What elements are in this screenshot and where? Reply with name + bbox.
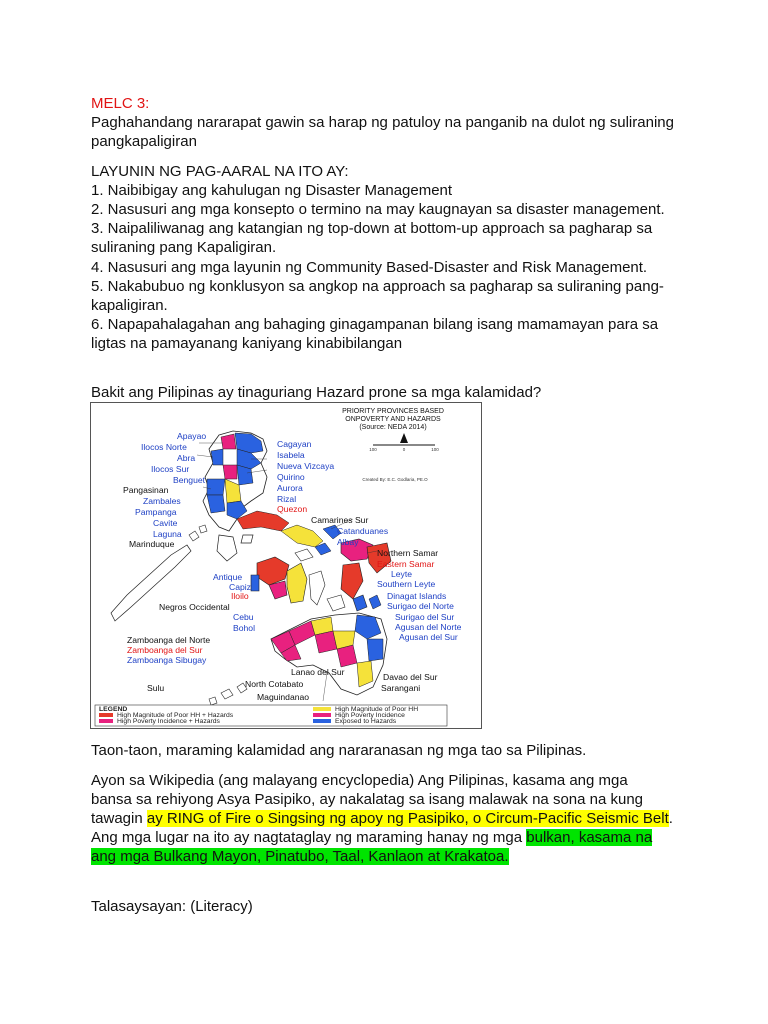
paragraph-2-line3 (91, 809, 691, 828)
objective-line: suliraning pang Kapaligiran. (91, 239, 277, 256)
label-southern-leyte: Southern Leyte (377, 579, 436, 589)
objective-line: 3. Naipaliliwanag ang katangian ng top-down at bottom-up approach sa pagharap sa (91, 220, 653, 237)
labels-luzon-east (277, 439, 334, 514)
legend-swatch (313, 707, 331, 711)
legend-item-1: High Magnitude of Poor HH + Hazards (117, 712, 234, 719)
paragraph-2-line2: bansa sa rehiyong Asya Pasipiko, ay nakalatag sa isang malawak na sona na kung (91, 791, 644, 808)
label-zambales: Zambales (143, 496, 181, 506)
legend-swatch (313, 719, 331, 723)
map-source: (Source: NEDA 2014) (359, 424, 427, 431)
label-pangasinan: Pangasinan (123, 485, 169, 495)
label-davao-del-sur: Davao del Sur (383, 672, 438, 682)
objective-line: 1. Naibibigay ang kahulugan ng Disaster Management (91, 182, 453, 199)
scale-mid: 0 (402, 447, 406, 452)
text-span: tawagin (91, 810, 147, 827)
label-ilocos-norte: Ilocos Norte (141, 442, 187, 452)
label-laguna: Laguna (153, 529, 182, 539)
north-arrow-icon (400, 433, 408, 443)
label-leyte: Leyte (391, 569, 413, 579)
label-cavite: Cavite (153, 518, 178, 528)
label-abra: Abra (177, 453, 196, 463)
legend-title: LEGEND (99, 706, 128, 713)
question-text: Bakit ang Pilipinas ay tinaguriang Hazard prone sa mga kalamidad? (91, 384, 542, 401)
label-aurora: Aurora (277, 483, 303, 493)
map-credit: Created By: E.C. Godlaria, PE.O (362, 477, 428, 482)
label-lanao-del-sur: Lanao del Sur (291, 667, 345, 677)
label-surigao-del-sur: Surigao del Sur (395, 612, 455, 622)
label-isabela: Isabela (277, 450, 305, 460)
ring-of-fire-highlight: ay RING of Fire o Singsing ng apoy ng Pasipiko, o Circum-Pacific Seismic Belt (146, 810, 669, 827)
label-zamboanga-sibugay: Zamboanga Sibugay (127, 655, 207, 665)
label-northern-samar: Northern Samar (377, 548, 439, 558)
label-negros-occidental: Negros Occidental (159, 602, 230, 612)
paragraph-1: Taon-taon, maraming kalamidad ang nararanasan ng mga tao sa Pilipinas. (91, 742, 587, 759)
scale-left: 100 (369, 447, 377, 452)
label-sulu: Sulu (147, 683, 165, 693)
map-title-line2: ONPOVERTY AND HAZARDS (345, 416, 441, 423)
melc-label: MELC 3: (91, 95, 150, 112)
label-cebu: Cebu (233, 612, 254, 622)
legend-item-3: High Magnitude of Poor HH (335, 706, 419, 713)
label-pampanga: Pampanga (135, 507, 177, 517)
label-apayao: Apayao (177, 431, 207, 441)
label-quirino: Quirino (277, 472, 305, 482)
label-maguindanao: Maguindanao (257, 692, 310, 702)
paragraph-2-line4 (91, 828, 691, 847)
label-dinagat-islands: Dinagat Islands (387, 591, 447, 601)
map-legend (95, 705, 447, 726)
label-surigao-del-norte: Surigao del Norte (387, 601, 454, 611)
label-antique: Antique (213, 572, 243, 582)
legend-swatch (313, 713, 331, 717)
label-sarangani: Sarangani (381, 683, 421, 693)
map-title-line1: PRIORITY PROVINCES BASED (342, 408, 444, 415)
compass-scale (362, 433, 439, 482)
label-marinduque: Marinduque (129, 539, 175, 549)
objective-line: 4. Nasusuri ang mga layunin ng Community Based-Disaster and Risk Management. (91, 259, 648, 276)
paragraph-2-line1: Ayon sa Wikipedia (ang malayang encyclopedia) Ang Pilipinas, kasama ang mga (91, 772, 628, 789)
paragraph-2-line5 (91, 847, 691, 866)
melc-text-line1: Paghahandang nararapat gawin sa harap ng patuloy na panganib na dulot ng suliraning (91, 114, 674, 131)
objective-line: ligtas na pamayanang kaniyang kinabibilangan (91, 335, 403, 352)
label-eastern-samar: Eastern Samar (377, 559, 435, 569)
labels-luzon-west (123, 431, 206, 549)
label-zamboanga-del-sur: Zamboanga del Sur (127, 645, 203, 655)
label-bohol: Bohol (233, 623, 255, 633)
scale-right: 100 (431, 447, 439, 452)
layunin-title: LAYUNIN NG PAG-AARAL NA ITO AY: (91, 163, 349, 180)
objective-line: 6. Napapahalagahan ang bahaging ginagampanan bilang isang mamamayan para sa (91, 316, 659, 333)
label-capiz: Capiz (229, 582, 251, 592)
labels-mindanao-east (387, 591, 462, 642)
legend-item-5: Exposed to Hazards (335, 718, 397, 725)
legend-swatch (99, 713, 113, 717)
label-zamboanga-del-norte: Zamboanga del Norte (127, 635, 211, 645)
label-agusan-del-norte: Agusan del Norte (395, 622, 462, 632)
legend-item-2: High Poverty Incidence + Hazards (117, 718, 220, 725)
objective-line: kapaligiran. (91, 297, 168, 314)
philippines-map (90, 402, 482, 729)
map-title (342, 408, 444, 431)
legend-swatch (99, 719, 113, 723)
volcano-highlight: ang mga Bulkang Mayon, Pinatubo, Taal, Kanlaon at Krakatoa. (91, 848, 509, 865)
map-graphic (91, 403, 481, 728)
text-span: Ang mga lugar na ito ay nagtataglay ng maraming hanay ng mga (91, 829, 527, 846)
label-cagayan: Cagayan (277, 439, 312, 449)
text-span: . (668, 810, 673, 827)
legend-item-4: High Poverty Incidence (335, 712, 405, 719)
objective-line: 5. Nakabubuo ng konklusyon sa angkop na approach sa pagharap sa suliraning pang- (91, 278, 664, 295)
label-iloilo: Iloilo (231, 591, 249, 601)
labels-visayas (159, 572, 255, 633)
paragraph-3: Talasaysayan: (Literacy) (91, 898, 253, 915)
melc-text-line2: pangkapaligiran (91, 133, 197, 150)
label-ilocos-sur: Ilocos Sur (151, 464, 190, 474)
label-rizal: Rizal (277, 494, 297, 504)
label-catanduanes: Catanduanes (337, 526, 389, 536)
label-north-cotabato: North Cotabato (245, 679, 304, 689)
objective-line: 2. Nasusuri ang mga konsepto o termino na may kaugnayan sa disaster management. (91, 201, 665, 218)
label-quezon: Quezon (277, 504, 308, 514)
volcano-highlight: bulkan, kasama na (526, 829, 653, 846)
label-albay: Albay (337, 537, 359, 547)
label-benguet: Benguet (173, 475, 206, 485)
label-nueva-vizcaya: Nueva Vizcaya (277, 461, 335, 471)
labels-bicol (311, 515, 388, 547)
labels-samar-leyte (377, 548, 438, 589)
label-camarines-sur: Camarines Sur (311, 515, 369, 525)
label-agusan-del-sur: Agusan del Sur (399, 632, 458, 642)
